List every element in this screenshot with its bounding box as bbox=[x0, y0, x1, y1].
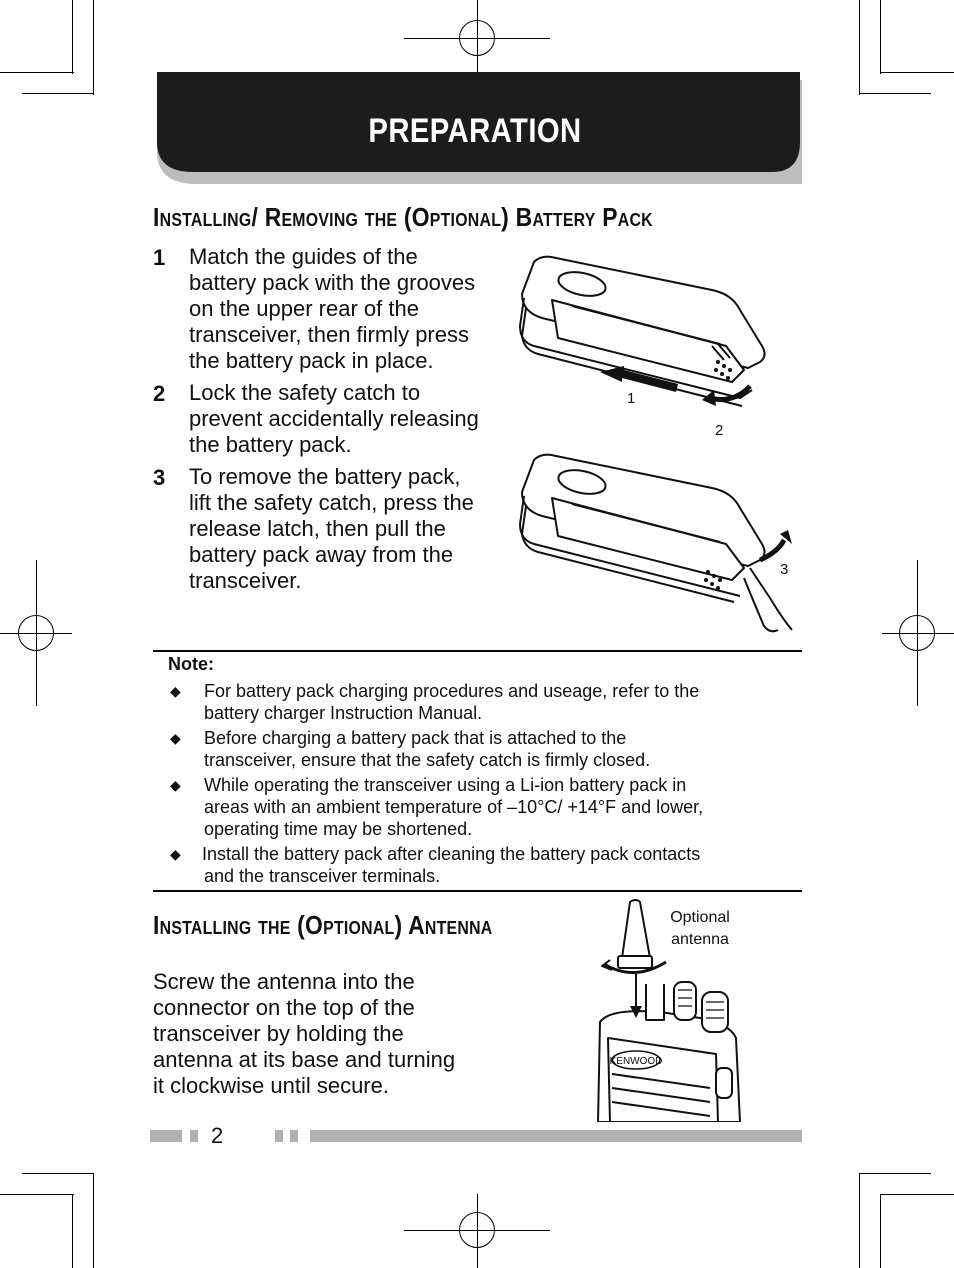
note-item: Before charging a battery pack that is attached to the transceiver, ensure that the safety catch is firmly closed. bbox=[204, 728, 651, 770]
battery-section-heading: Installing/ Removing the (Optional) Battery Pack bbox=[153, 202, 653, 232]
footer-bar-segment bbox=[275, 1130, 283, 1142]
bullet-glyph: ◆ bbox=[170, 777, 181, 793]
arrow-label-1: 1 bbox=[627, 390, 636, 407]
bullet-glyph: ◆ bbox=[170, 683, 181, 699]
bullet-glyph: ◆ bbox=[170, 846, 181, 862]
note-bottom-rule bbox=[153, 890, 802, 892]
page-number: 2 bbox=[211, 1123, 224, 1148]
footer-bar-segment bbox=[150, 1130, 182, 1142]
bullet-glyph: ◆ bbox=[170, 730, 181, 746]
note-top-rule bbox=[153, 650, 802, 652]
step-number: 3 bbox=[153, 465, 166, 490]
battery-install-illustration bbox=[512, 250, 772, 420]
step-number: 1 bbox=[153, 245, 166, 270]
note-item: For battery pack charging procedures and useage, refer to the battery charger Instruction Manual. bbox=[204, 681, 700, 723]
footer-bar-segment bbox=[190, 1130, 198, 1142]
antenna-section-heading: Installing the (Optional) Antenna bbox=[153, 910, 493, 940]
page-title: PREPARATION bbox=[368, 112, 582, 150]
arrow-label-2: 2 bbox=[715, 422, 724, 439]
note-item: While operating the transceiver using a Li-ion battery pack in areas with an ambient temperature of –10°C/ +14°F and lower, operating time may be shortened. bbox=[204, 775, 704, 839]
antenna-radio-illustration bbox=[590, 898, 750, 1122]
note-label: Note: bbox=[168, 654, 214, 674]
footer-bar-segment bbox=[290, 1130, 298, 1142]
step-text: Match the guides of the battery pack with the grooves on the upper rear of the transceiver, then firmly press the battery pack in place. bbox=[189, 244, 476, 373]
antenna-figure-label: Optional antenna bbox=[670, 909, 730, 948]
kenwood-logo: KENWOOD bbox=[609, 1056, 663, 1067]
step-text: To remove the battery pack, lift the safety catch, press the release latch, then pull the battery pack away from the transceiver. bbox=[189, 464, 474, 593]
footer-bar bbox=[310, 1130, 802, 1142]
step-text: Lock the safety catch to prevent accidentally releasing the battery pack. bbox=[189, 380, 479, 457]
note-item: Install the battery pack after cleaning the battery pack contacts and the transceiver terminals. bbox=[202, 844, 701, 886]
step-number: 2 bbox=[153, 381, 166, 406]
antenna-instructions: Screw the antenna into the connector on the top of the transceiver by holding the antenna at its base and turning it clockwise until secure. bbox=[153, 969, 456, 1098]
battery-remove-illustration bbox=[512, 448, 800, 638]
arrow-label-3: 3 bbox=[780, 561, 789, 578]
